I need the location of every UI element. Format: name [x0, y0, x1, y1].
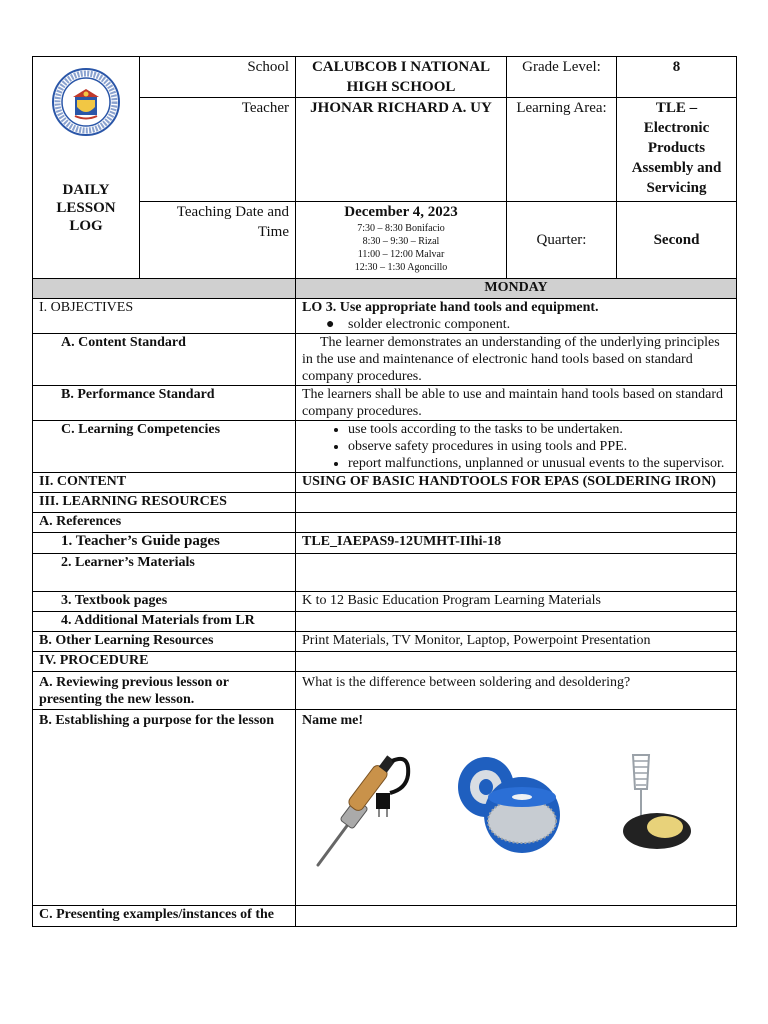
competencies-cell [296, 421, 737, 473]
competency-item: • use tools according to the tasks to be undertaken. [348, 421, 730, 438]
school-label: School [140, 57, 296, 98]
competencies-label: C. Learning Competencies [33, 421, 296, 473]
activity-title: Name me! [302, 713, 364, 728]
day-header-blank [33, 279, 296, 299]
textbook-label: 3. Textbook pages [33, 592, 296, 612]
objectives-label: I. OBJECTIVES [33, 299, 296, 334]
procedure-label: IV. PROCEDURE [33, 652, 296, 672]
resources-value [296, 493, 737, 513]
soldering-stand-icon [617, 749, 697, 859]
area-value: TLE – Electronic Products Assembly and Servicing [617, 98, 737, 202]
doc-title: DAILY LESSON LOG [56, 182, 116, 234]
date-label: Teaching Date and Time [140, 202, 296, 279]
content-standard-label: A. Content Standard [33, 334, 296, 386]
date-cell [296, 202, 507, 279]
tg-value: TLE_IAEPAS9-12UMHT-IIhi-18 [296, 533, 737, 554]
lm-label: 2. Learner’s Materials [33, 554, 296, 592]
performance-standard-label: B. Performance Standard [33, 386, 296, 421]
other-resources-value: Print Materials, TV Monitor, Laptop, Powerpoint Presentation [296, 632, 737, 652]
day-header: MONDAY [296, 279, 737, 299]
procedure-value [296, 652, 737, 672]
lesson-log-table [32, 56, 737, 927]
schedule-3: 11:00 – 12:00 Malvar [357, 249, 445, 260]
references-label: A. References [33, 513, 296, 533]
tool-pictures [302, 729, 730, 869]
schedule-1: 7:30 – 8:30 Bonifacio [357, 223, 445, 234]
resources-label: III. LEARNING RESOURCES [33, 493, 296, 513]
other-resources-label: B. Other Learning Resources [33, 632, 296, 652]
grade-label: Grade Level: [507, 57, 617, 98]
school-value: CALUBCOB I NATIONAL HIGH SCHOOL [296, 57, 507, 98]
competency-item: • report malfunctions, unplanned or unusual events to the supervisor. [348, 455, 730, 472]
solder-wire-icon [452, 747, 572, 857]
objective-bullet: ● solder electronic component. [348, 316, 730, 333]
objectives-cell [296, 299, 737, 334]
procedure-c-value [296, 906, 737, 927]
additional-label: 4. Additional Materials from LR [33, 612, 296, 632]
lm-value [296, 554, 737, 592]
procedure-a-value: What is the difference between soldering and desoldering? [296, 672, 737, 710]
quarter-value: Second [617, 202, 737, 279]
schedule-2: 8:30 – 9:30 – Rizal [362, 236, 440, 247]
procedure-c-label: C. Presenting examples/instances of the [33, 906, 296, 927]
area-label: Learning Area: [507, 98, 617, 202]
soldering-iron-icon [312, 749, 422, 869]
procedure-b-cell [296, 710, 737, 906]
teacher-value: JHONAR RICHARD A. UY [296, 98, 507, 202]
performance-standard-value: The learners shall be able to use and maintain hand tools based on standard company procedures. [296, 386, 737, 421]
learning-outcome: LO 3. Use appropriate hand tools and equipment. [302, 300, 599, 315]
procedure-b-label: B. Establishing a purpose for the lesson [33, 710, 296, 906]
content-value: USING OF BASIC HANDTOOLS FOR EPAS (SOLDERING IRON) [296, 473, 737, 493]
content-label: II. CONTENT [33, 473, 296, 493]
additional-value [296, 612, 737, 632]
content-standard-value: The learner demonstrates an understanding of the underlying principles in the use and maintenance of electronic hand tools based on standard company procedures. [296, 334, 737, 386]
deped-seal-icon [51, 67, 121, 137]
textbook-value: K to 12 Basic Education Program Learning Materials [296, 592, 737, 612]
logo-cell [33, 57, 140, 279]
quarter-label: Quarter: [507, 202, 617, 279]
teaching-date: December 4, 2023 [344, 204, 458, 220]
tg-label: 1. Teacher’s Guide pages [33, 533, 296, 554]
competency-item: • observe safety procedures in using tools and PPE. [348, 438, 730, 455]
procedure-a-label: A. Reviewing previous lesson or presenting the new lesson. [33, 672, 296, 710]
schedule-4: 12:30 – 1:30 Agoncillo [354, 262, 448, 273]
grade-value: 8 [617, 57, 737, 98]
references-value [296, 513, 737, 533]
teacher-label: Teacher [140, 98, 296, 202]
